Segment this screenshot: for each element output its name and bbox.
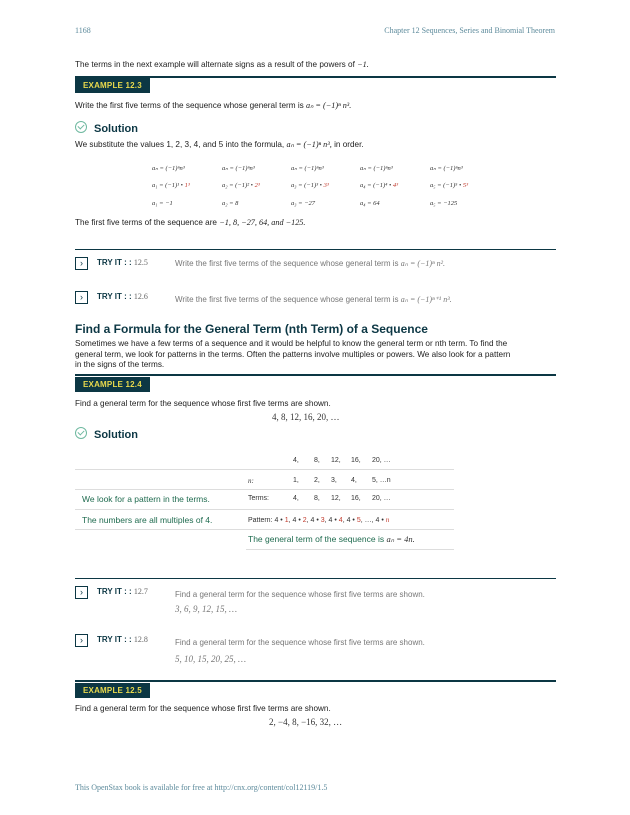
grid-cell: aₙ = (−1)ⁿn³ bbox=[222, 165, 255, 172]
table-cell: 16, bbox=[351, 457, 361, 464]
sequence: 4, 8, 12, 16, 20, … bbox=[272, 412, 340, 422]
table-rule bbox=[75, 529, 454, 530]
footer-note: This OpenStax book is available for free at http://cnx.org/content/col12119/1.5 bbox=[75, 783, 328, 792]
section-title: Find a Formula for the General Term (nth Term) of a Sequence bbox=[75, 322, 428, 336]
chevron-right-icon[interactable]: › bbox=[75, 586, 88, 599]
table-left-text: We look for a pattern in the terms. bbox=[82, 494, 210, 504]
check-circle-icon bbox=[75, 427, 87, 439]
general-term-row: The general term of the sequence is aₙ = 4n. bbox=[248, 534, 415, 544]
grid-cell: aₙ = (−1)ⁿn³ bbox=[291, 165, 324, 172]
table-cell: 20, … bbox=[372, 457, 391, 464]
grid-cell: a₁ = (−1)¹ • 1³ bbox=[152, 182, 190, 189]
substitution-text: We substitute the values 1, 2, 3, 4, and 5 into the formula, aₙ = (−1)ⁿ n³, in order. bbox=[75, 140, 364, 149]
table-left-text: The numbers are all multiples of 4. bbox=[82, 515, 213, 525]
grid-cell: a₃ = −27 bbox=[291, 200, 316, 207]
conclusion-text: The first five terms of the sequence are −1, 8, −27, 64, and −125. bbox=[75, 218, 306, 227]
grid-cell: a₃ = (−1)³ • 3³ bbox=[291, 182, 329, 189]
pattern-row: Pattern: 4 • 1, 4 • 2, 4 • 3, 4 • 4, 4 • 5, …, 4 • n bbox=[248, 516, 390, 524]
table-rule bbox=[246, 549, 454, 550]
example-12-5-label: EXAMPLE 12.5 bbox=[75, 683, 150, 698]
check-circle-icon bbox=[75, 121, 87, 133]
table-cell: 20, … bbox=[372, 495, 391, 502]
example-12-4-prompt: Find a general term for the sequence whose first five terms are shown. bbox=[75, 399, 331, 408]
example-banner-line bbox=[75, 374, 556, 376]
page-number: 1168 bbox=[75, 26, 91, 35]
chevron-right-icon[interactable]: › bbox=[75, 257, 88, 270]
table-cell: 3, bbox=[331, 477, 337, 484]
intro-text: The terms in the next example will alternate signs as a result of the powers of −1. bbox=[75, 60, 369, 69]
table-cell: 12, bbox=[331, 495, 341, 502]
grid-cell: a₂ = (−1)² • 2³ bbox=[222, 182, 260, 189]
table-cell: 2, bbox=[314, 477, 320, 484]
table-cell: 8, bbox=[314, 457, 320, 464]
table-cell: 8, bbox=[314, 495, 320, 502]
grid-cell: a₂ = 8 bbox=[222, 200, 239, 207]
divider bbox=[75, 249, 556, 250]
table-cell: 12, bbox=[331, 457, 341, 464]
table-cell: 16, bbox=[351, 495, 361, 502]
n-label: n: bbox=[248, 477, 254, 485]
divider bbox=[75, 578, 556, 579]
sequence: 2, −4, 8, −16, 32, … bbox=[269, 717, 343, 727]
solution-heading: Solution bbox=[75, 121, 138, 135]
grid-cell: aₙ = (−1)ⁿn³ bbox=[360, 165, 393, 172]
table-cell: 4, bbox=[351, 477, 357, 484]
table-rule bbox=[75, 509, 454, 510]
table-cell: 4, bbox=[293, 495, 299, 502]
example-banner-line bbox=[75, 680, 556, 682]
grid-cell: aₙ = (−1)ⁿn³ bbox=[430, 165, 463, 172]
grid-cell: a₅ = (−1)⁵ • 5³ bbox=[430, 182, 469, 189]
chapter-title: Chapter 12 Sequences, Series and Binomial Theorem bbox=[384, 26, 555, 35]
table-rule bbox=[75, 469, 454, 470]
example-12-3-prompt: Write the first five terms of the sequence whose general term is aₙ = (−1)ⁿ n³. bbox=[75, 101, 352, 110]
grid-cell: a₅ = −125 bbox=[430, 200, 458, 207]
example-12-3-label: EXAMPLE 12.3 bbox=[75, 78, 150, 93]
table-cell: 5, …n bbox=[372, 477, 391, 484]
example-12-4-label: EXAMPLE 12.4 bbox=[75, 377, 150, 392]
terms-label: Terms: bbox=[248, 495, 269, 502]
section-paragraph: Sometimes we have a few terms of a sequence and it would be helpful to know the general term or nth term. To find the general term, we look for patterns in the terms. Often the patterns involve multiples or powers. We also look for a pattern in the signs of the terms. bbox=[75, 339, 511, 369]
example-12-5-prompt: Find a general term for the sequence whose first five terms are shown. bbox=[75, 704, 331, 713]
grid-cell: aₙ = (−1)ⁿn³ bbox=[152, 165, 185, 172]
grid-cell: a₄ = (−1)⁴ • 4³ bbox=[360, 182, 399, 189]
chevron-right-icon[interactable]: › bbox=[75, 634, 88, 647]
table-rule bbox=[75, 489, 454, 490]
grid-cell: a₄ = 64 bbox=[360, 200, 380, 207]
grid-cell: a₁ = −1 bbox=[152, 200, 173, 207]
table-cell: 1, bbox=[293, 477, 299, 484]
chevron-right-icon[interactable]: › bbox=[75, 291, 88, 304]
table-cell: 4, bbox=[293, 457, 299, 464]
solution-heading: Solution bbox=[75, 427, 138, 441]
